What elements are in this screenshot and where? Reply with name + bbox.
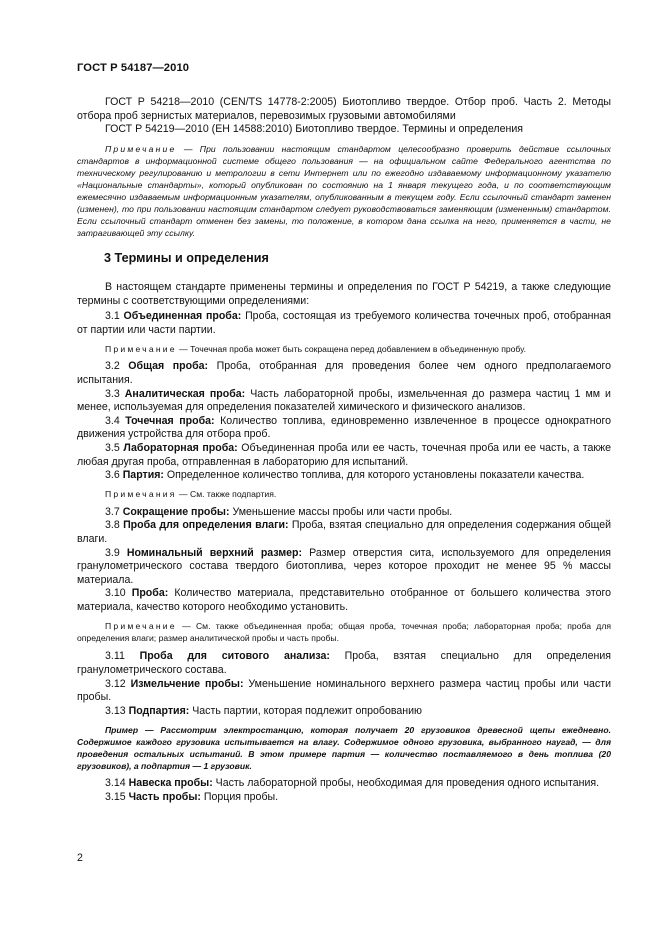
reference-54218: ГОСТ Р 54218—2010 (CEN/TS 14778-2:2005) Биотопливо твердое. Отбор проб. Часть 2. Методы отбора проб зернистых материалов, перевозимых грузовыми автомобилями (77, 96, 611, 122)
note-text: — При пользовании настоящим стандартом целесообразно проверить действие ссылочных стандартов в информационной системе общего пользования — на официальном сайте Федерального агентства по техническому регулированию и метрологии в сети Интернет или по ежегодно издаваемому информационному указателю «Национальные стандарты», который опубликован по состоянию на 1 января текущего года, и по соответствующим ежемесячно издаваемым информационным указателям, опубликованным в текущем году. Если ссылочный стандарт заменен (изменен), то при пользовании настоящим стандартом следует руководствоваться заменяющим (измененным) стандартом. Если ссылочный стандарт отменен без замены, то положение, в котором дана ссылка на него, применяется в части, не затрагивающей эту ссылку. (77, 144, 611, 238)
term-3-12: 3.12 Измельчение пробы: Уменьшение номинального верхнего размера частиц пробы или части пробы. (77, 677, 611, 704)
note-3-6: Примечания — См. также подпартия. (105, 488, 277, 499)
term-3-6: 3.6 Партия: Определенное количество топлива, для которого установлены показатели качества. (105, 469, 585, 482)
page-number: 2 (77, 852, 83, 864)
term-3-3: 3.3 Аналитическая проба: Часть лабораторной пробы, измельченная до размера частиц 1 мм и менее, используемая для определения показателей химического и физического анализов. (77, 387, 611, 414)
term-3-7: 3.7 Сокращение пробы: Уменьшение массы пробы или части пробы. (105, 505, 453, 518)
reference-note (77, 143, 611, 239)
term-3-11: 3.11 Проба для ситового анализа: Проба, взятая специально для определения гранулометрического состава. (77, 650, 611, 677)
term-3-1: 3.1 Объединенная проба: Проба, состоящая из требуемого количества точечных проб, отобранная от партии или части партии. (77, 310, 611, 336)
term-3-8: 3.8 Проба для определения влаги: Проба, взятая специально для определения содержания общей влаги. (77, 519, 612, 545)
reference-54219: ГОСТ Р 54219—2010 (ЕН 14588:2010) Биотопливо твердое. Термины и определения (105, 123, 523, 135)
term-3-9: 3.9 Номинальный верхний размер: Размер отверстия сита, используемого для определения гранулометрического состава твердого биотоплива, через которое проходит не менее 95 % массы материала. (77, 546, 611, 586)
note-3-10: Примечание — См. также объединенная проба; общая проба, точечная проба; лабораторная проба; проба для определения влаги; размер аналитической пробы и часть пробы. (77, 621, 611, 644)
term-3-2: 3.2 Общая проба: Проба, отобранная для проведения более чем одного предполагаемого испытания. (77, 360, 611, 386)
term-3-14: 3.14 Навеска пробы: Часть лабораторной пробы, необходимая для проведения одного испытания. (105, 777, 600, 790)
section-intro: В настоящем стандарте применены термины и определения по ГОСТ Р 54219, а также следующие термины с соответствующими определениями: (77, 281, 611, 307)
example-3-13: Пример — Рассмотрим электростанцию, которая получает 20 грузовиков древесной щепы ежедневно. Содержимое каждого грузовика испытывается на влагу. Содержимое одного грузовика, выбранного наугад, — для проведения остальных испытаний. В этом примере партия — количество поставляемого в день топлива (20 грузовиков), а подпартия — 1 грузовик. (77, 725, 611, 772)
term-3-5: 3.5 Лабораторная проба: Объединенная проба или ее часть, точечная проба или ее часть, а также любая другая проба, отправленная в лабораторию для испытаний. (77, 441, 611, 468)
term-3-4: 3.4 Точечная проба: Количество топлива, единовременно извлеченное в процессе однократного движения устройства для отбора проб. (77, 414, 611, 441)
standard-code-header: ГОСТ Р 54187—2010 (77, 62, 190, 74)
section-title: 3 Термины и определения (104, 251, 269, 265)
definitions-body (77, 281, 611, 805)
term-3-15: 3.15 Часть пробы: Порция пробы. (105, 791, 279, 804)
note-3-1: Примечание — Точечная проба может быть сокращена перед добавлением в объединенную пробу. (105, 344, 526, 355)
term-3-13: 3.13 Подпартия: Часть партии, которая подлежит опробованию (105, 704, 422, 717)
note-label: Примечание (105, 144, 177, 154)
term-3-10: 3.10 Проба: Количество материала, представительно отобранное от большего количества этого материала, качество которого необходимо установить. (77, 587, 611, 613)
